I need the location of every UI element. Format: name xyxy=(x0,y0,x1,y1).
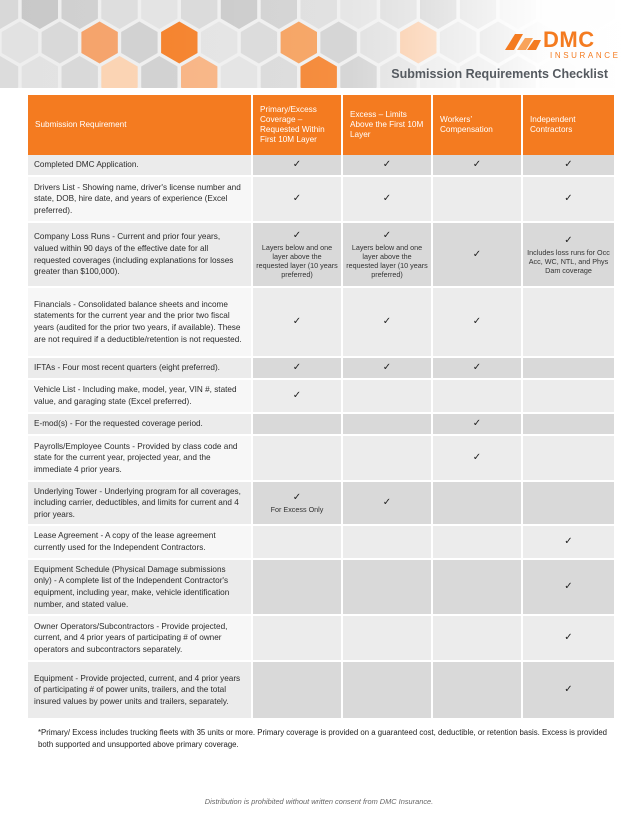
requirement-cell: Owner Operators/Subcontractors - Provide projected, current, and 4 prior years of participating # of owner operators and subcontractors separately. xyxy=(28,616,253,662)
checkmark-icon: ✓ xyxy=(472,159,482,170)
checkmark-icon: ✓ xyxy=(564,684,573,695)
checkmark-icon: ✓ xyxy=(292,362,302,373)
checklist-cell xyxy=(343,414,433,436)
column-header-primary-excess: Primary/Excess Coverage – Requested Within First 10M Layer xyxy=(253,95,343,155)
checklist-cell xyxy=(433,526,523,560)
checkmark-icon: ✓ xyxy=(292,193,302,204)
checklist-cell xyxy=(253,436,343,482)
table-row xyxy=(28,358,614,380)
checklist-cell xyxy=(433,177,523,223)
checklist-cell xyxy=(433,358,523,380)
table-row xyxy=(28,177,614,223)
logo-subtitle: INSURANCE xyxy=(550,51,621,60)
checklist-cell xyxy=(523,616,614,662)
checkmark-icon: ✓ xyxy=(292,230,302,241)
checkmark-icon: ✓ xyxy=(564,536,573,547)
checkmark-icon: ✓ xyxy=(382,497,392,508)
checklist-cell xyxy=(433,482,523,526)
checklist-cell xyxy=(253,560,343,616)
checklist-cell xyxy=(523,662,614,720)
requirement-cell: Vehicle List - Including make, model, year, VIN #, stated value, and garaging state (Excel preferred). xyxy=(28,380,253,414)
checklist-cell xyxy=(433,288,523,358)
checklist-cell xyxy=(433,436,523,482)
checklist-cell xyxy=(253,380,343,414)
checklist-cell xyxy=(523,155,614,177)
checklist-cell xyxy=(433,380,523,414)
checklist-cell xyxy=(523,526,614,560)
checklist-cell xyxy=(433,616,523,662)
checklist-cell xyxy=(433,414,523,436)
checklist-cell xyxy=(253,526,343,560)
checkmark-icon: ✓ xyxy=(472,316,482,327)
requirement-cell: Payrolls/Employee Counts - Provided by class code and state for the current year, projected year, and the immediate 4 prior years. xyxy=(28,436,253,482)
checklist-cell xyxy=(343,436,433,482)
checkmark-icon: ✓ xyxy=(292,492,302,503)
checklist-cell xyxy=(523,560,614,616)
requirement-cell: Drivers List - Showing name, driver's license number and state, DOB, hire date, and years of experience (Excel preferred). xyxy=(28,177,253,223)
requirement-cell: Company Loss Runs - Current and prior four years, valued within 90 days of the effective date for all requested coverages (including explanations for losses greater than $100,000). xyxy=(28,223,253,288)
column-header-workers-comp: Workers’ Compensation xyxy=(433,95,523,155)
checklist-cell xyxy=(523,414,614,436)
cell-note: For Excess Only xyxy=(270,505,324,514)
checklist-cell xyxy=(253,414,343,436)
checklist-cell xyxy=(433,662,523,720)
checklist-cell xyxy=(523,177,614,223)
checklist-cell xyxy=(343,616,433,662)
checklist-cell xyxy=(433,155,523,177)
checkmark-icon: ✓ xyxy=(382,193,392,204)
cell-note: Includes loss runs for Occ Acc, WC, NTL, and Phys Dam coverage xyxy=(527,247,610,275)
requirements-table xyxy=(28,95,614,720)
checkmark-icon: ✓ xyxy=(564,234,573,246)
checklist-cell xyxy=(433,560,523,616)
footnote: *Primary/ Excess includes trucking fleets with 35 units or more. Primary coverage is provided on a guaranteed cost, deductible, or retention basis. Excess is provided both supported and unsupported above primary coverage. xyxy=(38,728,608,749)
requirement-cell: Underlying Tower - Underlying program for all coverages, including carrier, deductibles, and limits for current and 4 prior years. xyxy=(28,482,253,526)
table-row xyxy=(28,155,614,177)
logo-wordmark: DMC xyxy=(543,27,595,52)
table-row xyxy=(28,482,614,526)
checklist-cell xyxy=(253,482,343,526)
requirement-cell: Completed DMC Application. xyxy=(28,155,253,177)
checklist-cell xyxy=(343,288,433,358)
checklist-cell xyxy=(523,436,614,482)
checklist-cell xyxy=(523,288,614,358)
dmc-logo-mark-icon xyxy=(503,30,543,52)
requirement-cell: E-mod(s) - For the requested coverage period. xyxy=(28,414,253,436)
checklist-cell xyxy=(253,358,343,380)
requirement-cell: Equipment Schedule (Physical Damage submissions only) - A complete list of the Independent Contractor's equipment, including year, make, vehicle identification number, and stated value. xyxy=(28,560,253,616)
checklist-cell xyxy=(523,482,614,526)
checklist-cell xyxy=(343,482,433,526)
checkmark-icon: ✓ xyxy=(564,193,573,204)
cell-note: Layers below and one layer above the requested layer (10 years preferred) xyxy=(346,243,428,279)
table-row xyxy=(28,560,614,616)
checkmark-icon: ✓ xyxy=(382,230,392,241)
checklist-cell xyxy=(433,223,523,288)
checklist-cell xyxy=(343,380,433,414)
checkmark-icon: ✓ xyxy=(472,362,482,373)
table-row xyxy=(28,436,614,482)
page-title: Submission Requirements Checklist xyxy=(391,67,608,81)
checklist-cell xyxy=(343,526,433,560)
checklist-cell xyxy=(343,155,433,177)
checkmark-icon: ✓ xyxy=(382,316,392,327)
checklist-cell xyxy=(343,560,433,616)
table-row xyxy=(28,662,614,720)
checkmark-icon: ✓ xyxy=(292,390,302,401)
column-header-independent-contractors: Independent Contractors xyxy=(523,95,614,155)
checklist-cell xyxy=(253,223,343,288)
table-row xyxy=(28,526,614,560)
column-header-excess-limits: Excess – Limits Above the First 10M Layer xyxy=(343,95,433,155)
checkmark-icon: ✓ xyxy=(472,452,482,463)
checklist-cell xyxy=(343,177,433,223)
table-row xyxy=(28,223,614,288)
checklist-cell xyxy=(343,223,433,288)
checkmark-icon: ✓ xyxy=(564,581,573,592)
checkmark-icon: ✓ xyxy=(382,362,392,373)
checkmark-icon: ✓ xyxy=(472,248,482,260)
dmc-logo xyxy=(503,27,621,64)
requirement-cell: Financials - Consolidated balance sheets and income statements for the current year and the prior two fiscal years (audited for the prior two years, if available). These are not required if a deductible/retention is not requested. xyxy=(28,288,253,358)
checklist-cell xyxy=(523,380,614,414)
checkmark-icon: ✓ xyxy=(564,159,573,170)
checkmark-icon: ✓ xyxy=(382,159,392,170)
checkmark-icon: ✓ xyxy=(292,316,302,327)
table-row xyxy=(28,288,614,358)
table-header-row xyxy=(28,95,614,155)
requirement-cell: IFTAs - Four most recent quarters (eight preferred). xyxy=(28,358,253,380)
requirement-cell: Equipment - Provide projected, current, and 4 prior years of participating # of power units, trailers, and the total insured values by power units and trailers, separately. xyxy=(28,662,253,720)
requirement-cell: Lease Agreement - A copy of the lease agreement currently used for the Independent Contractors. xyxy=(28,526,253,560)
checklist-cell xyxy=(343,662,433,720)
checklist-cell xyxy=(343,358,433,380)
page-header xyxy=(0,0,638,88)
checkmark-icon: ✓ xyxy=(472,418,482,429)
checklist-cell xyxy=(523,223,614,288)
checklist-cell xyxy=(253,616,343,662)
checkmark-icon: ✓ xyxy=(564,632,573,643)
checklist-cell xyxy=(253,155,343,177)
checklist-cell xyxy=(253,177,343,223)
checkmark-icon: ✓ xyxy=(292,159,302,170)
table-row xyxy=(28,380,614,414)
table-row xyxy=(28,414,614,436)
checklist-cell xyxy=(253,662,343,720)
column-header-requirement: Submission Requirement xyxy=(28,95,253,155)
table-row xyxy=(28,616,614,662)
footer-disclaimer: Distribution is prohibited without written consent from DMC Insurance. xyxy=(204,797,434,806)
cell-note: Layers below and one layer above the requested layer (10 years preferred) xyxy=(256,243,338,279)
checklist-cell xyxy=(253,288,343,358)
checklist-cell xyxy=(523,358,614,380)
